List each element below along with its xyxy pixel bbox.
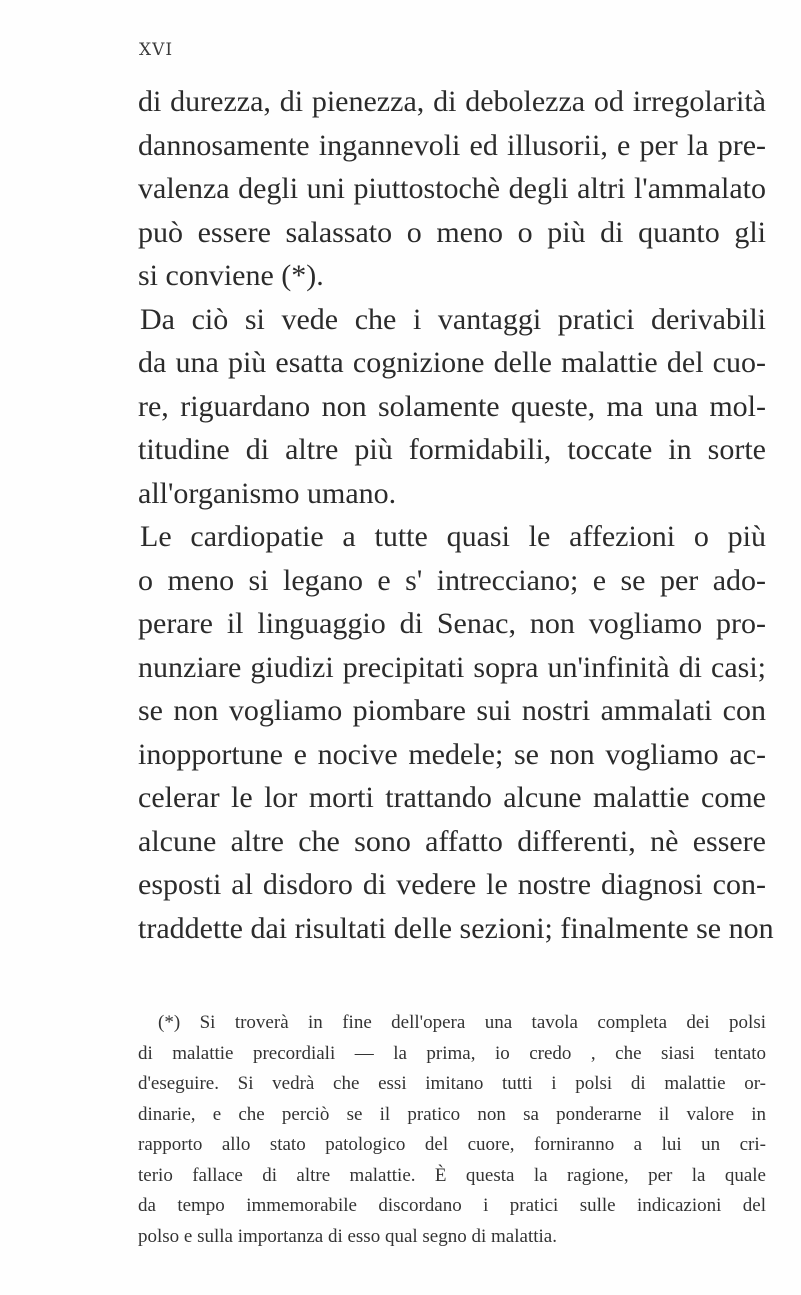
text-line: perare il linguaggio di Senac, non vogliamo pro- xyxy=(138,607,766,640)
text-line: traddette dai risultati delle sezioni; finalmente se non xyxy=(138,911,774,945)
paragraph-start-line: Da ciò si vede che i vantaggi pratici derivabili xyxy=(140,302,766,336)
text-line: dannosamente ingannevoli ed illusorii, e per la pre- xyxy=(138,128,766,162)
footnote-line: polso e sulla importanza di esso qual segno di malattia. xyxy=(138,1225,557,1247)
text-line: titudine di altre più formidabili, toccate in sorte xyxy=(138,433,766,466)
text-line: all'organismo umano. xyxy=(138,476,397,510)
paragraph-start-line: Le cardiopatie a tutte quasi le affezioni o più xyxy=(140,520,766,553)
text-line: inopportune e nocive medele; se non vogliamo ac- xyxy=(138,737,766,771)
text-line: valenza degli uni piuttostochè degli altri l'ammalato xyxy=(138,172,766,205)
text-line: se non vogliamo piombare sui nostri ammalati con xyxy=(138,694,766,727)
text-line: esposti al disdoro di vedere le nostre diagnosi con- xyxy=(138,868,766,901)
footnote-line: (*) Si troverà in fine dell'opera una tavola completa dei polsi xyxy=(158,1012,766,1033)
main-text xyxy=(138,80,774,950)
page-number: XVI xyxy=(139,40,174,60)
text-line: da una più esatta cognizione delle malattie del cuo- xyxy=(138,346,766,379)
text-line: re, riguardano non solamente queste, ma una mol- xyxy=(138,389,766,423)
text-line: può essere salassato o meno o più di quanto gli xyxy=(138,215,766,249)
footnote-line: d'eseguire. Si vedrà che essi imitano tutti i polsi di malattie or- xyxy=(138,1073,766,1094)
footnote-line: rapporto allo stato patologico del cuore, forniranno a lui un cri- xyxy=(138,1134,766,1155)
text-line: di durezza, di pienezza, di debolezza od irregolarità xyxy=(138,85,766,118)
footnote-line: terio fallace di altre malattie. È questa la ragione, per la quale xyxy=(138,1164,766,1186)
text-line: nunziare giudizi precipitati sopra un'infinità di casi; xyxy=(138,650,766,684)
footnote xyxy=(138,1008,766,1252)
footnote-line: di malattie precordiali — la prima, io credo , che siasi tentato xyxy=(138,1042,766,1064)
footnote-line: dinarie, e che perciò se il pratico non sa ponderarne il valore in xyxy=(138,1103,766,1125)
text-line: alcune altre che sono affatto differenti, nè essere xyxy=(138,824,766,858)
text-line: si conviene (*). xyxy=(138,259,324,292)
footnote-line: da tempo immemorabile discordano i pratici sulle indicazioni del xyxy=(138,1195,766,1216)
text-line: celerar le lor morti trattando alcune malattie come xyxy=(138,781,766,814)
text-line: o meno si legano e s' intrecciano; e se per ado- xyxy=(138,563,766,597)
